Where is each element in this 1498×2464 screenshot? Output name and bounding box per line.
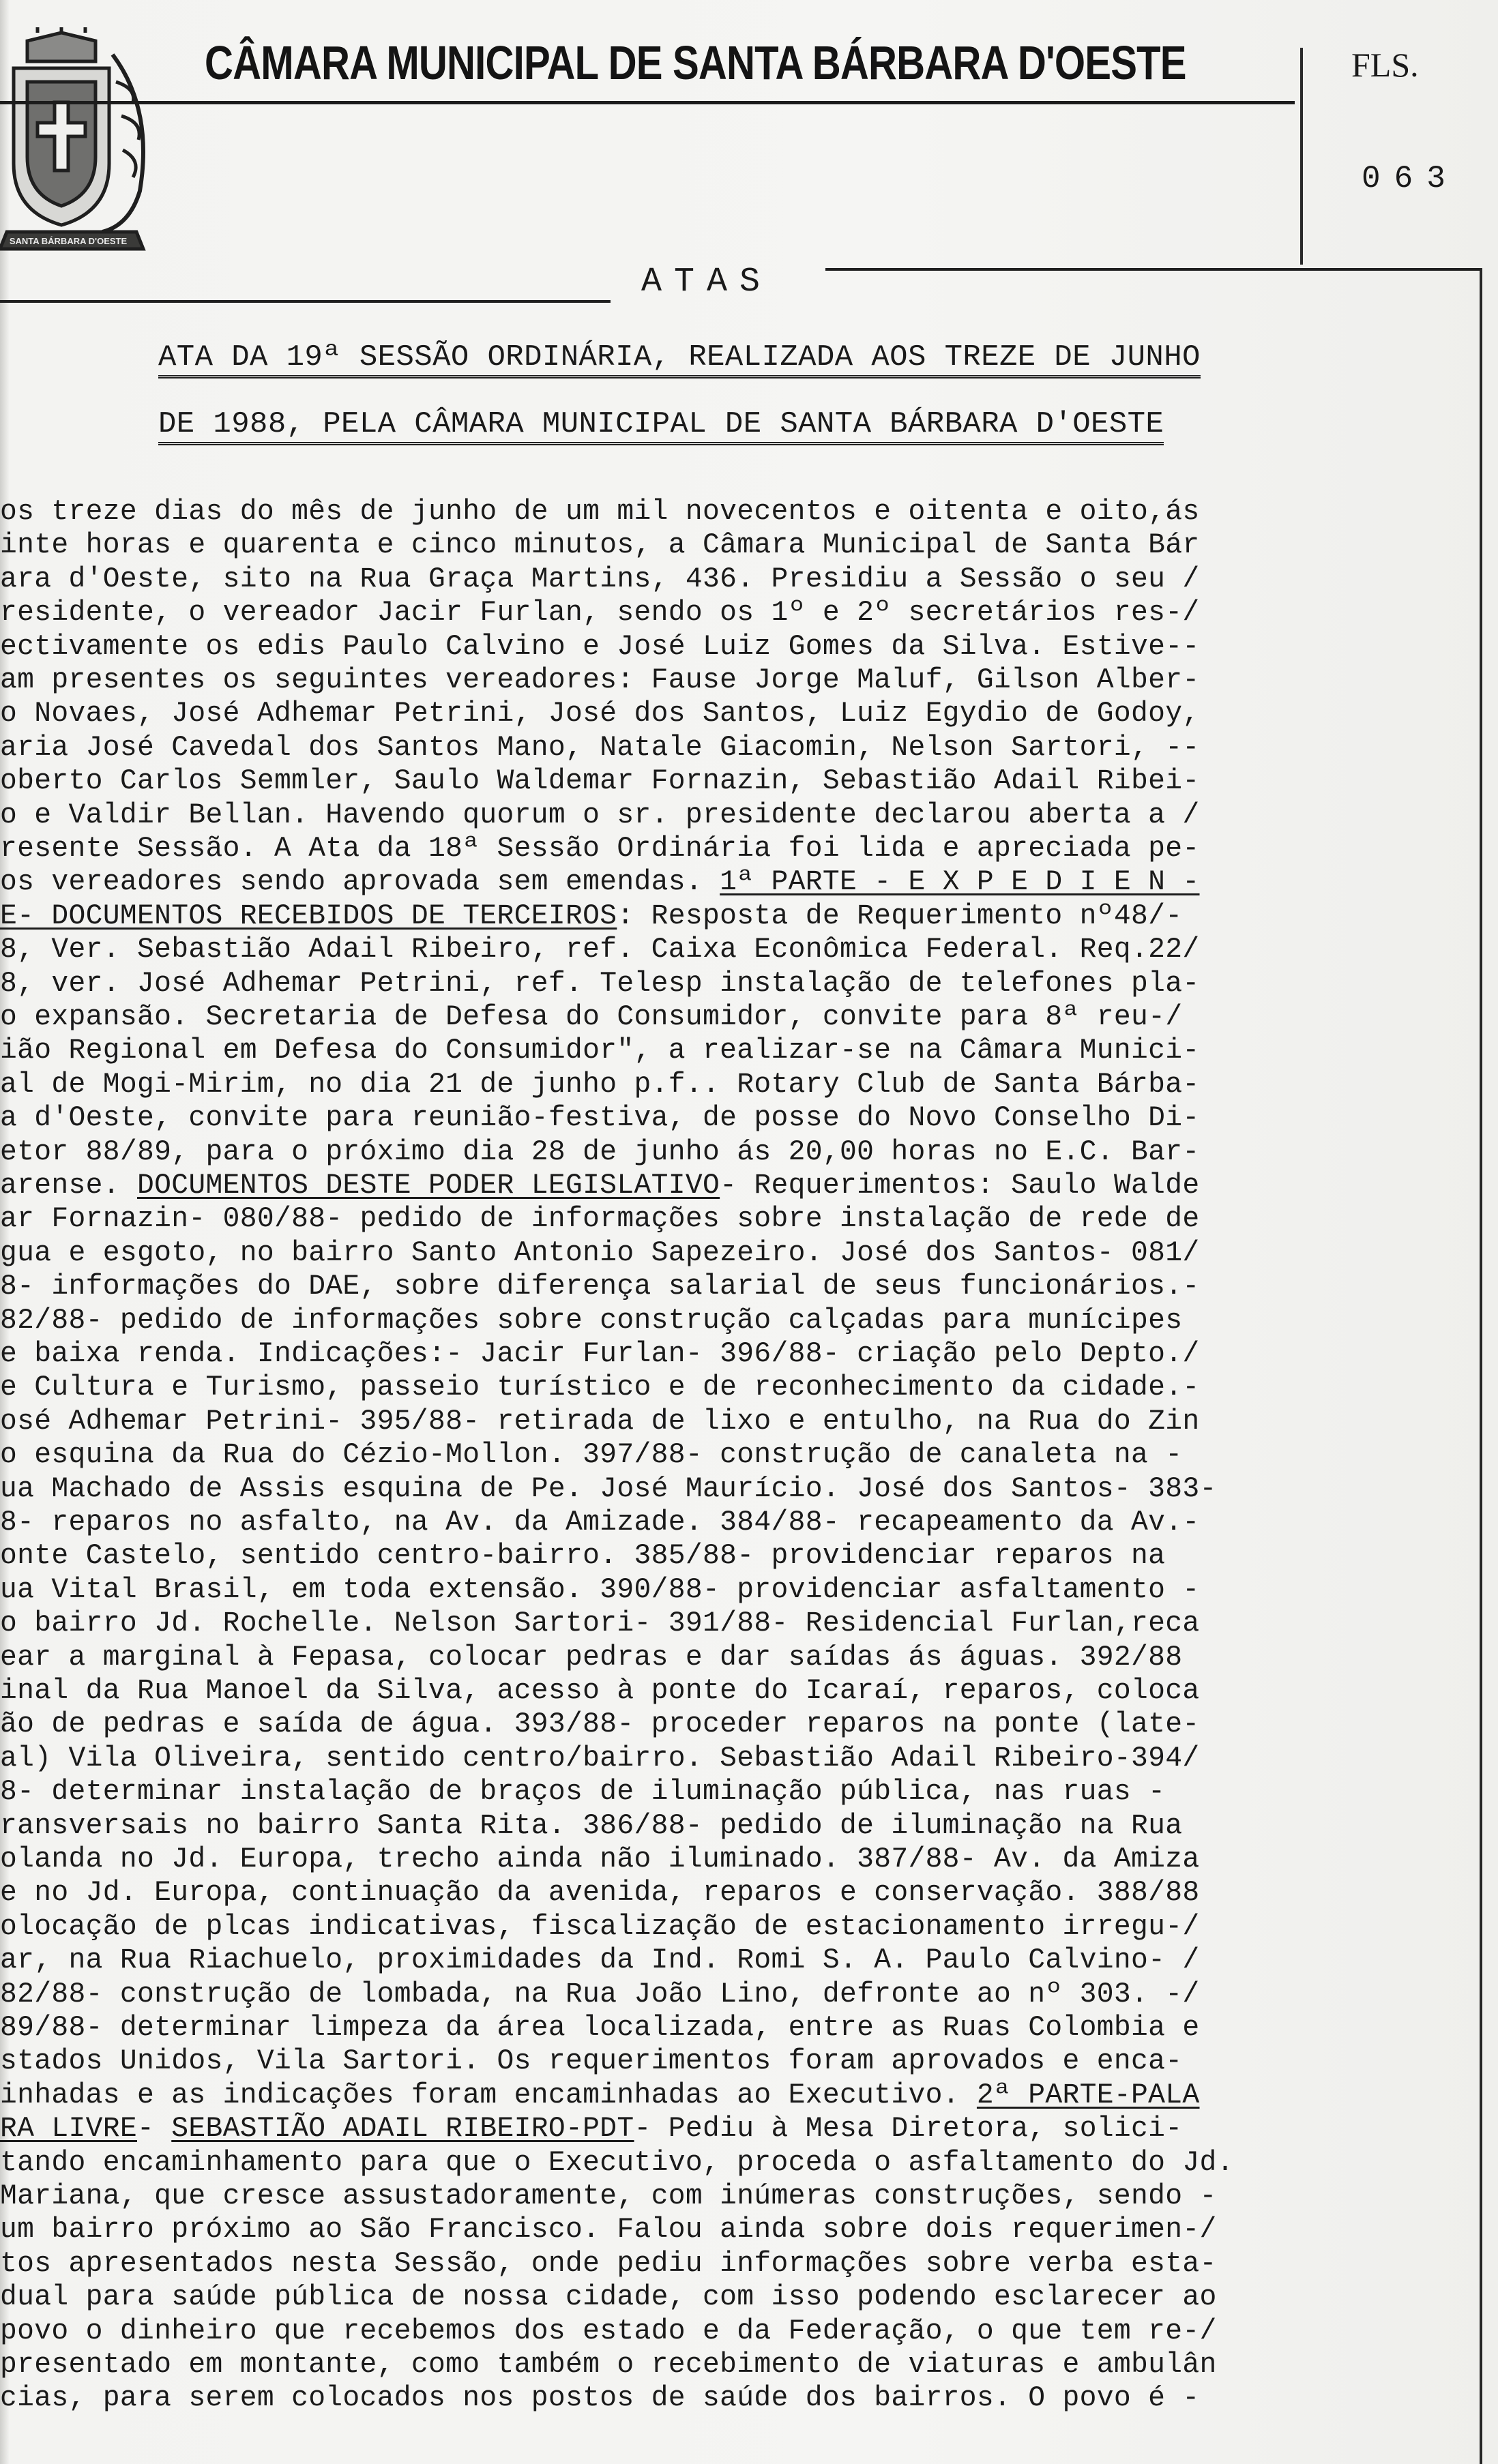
line-text: ransversais no bairro Santa Rita. 386/88- pedido de iluminação na Rua <box>0 1809 1183 1842</box>
line-text: o expansão. Secretaria de Defesa do Consumidor, convite para 8ª reu-/ <box>0 1000 1183 1033</box>
line-text: ão de pedras e saída de água. 393/88- proceder reparos na ponte (late- <box>0 1708 1200 1741</box>
line-text: al) Vila Oliveira, sentido centro/bairro. Sebastião Adail Ribeiro-394/ <box>0 1741 1200 1775</box>
line-text: 8- informações do DAE, sobre diferença salarial de seus funcionários.- <box>0 1270 1200 1303</box>
section-box-right <box>1480 268 1482 2464</box>
minutes-line <box>0 1101 1200 1135</box>
line-text: ear a marginal à Fepasa, colocar pedras e dar saídas ás águas. 392/88 <box>0 1640 1183 1674</box>
line-text: - <box>136 2112 172 2146</box>
line-text: : Resposta de Requerimento nº48/- <box>617 899 1183 932</box>
line-text: povo o dinheiro que recebemos dos estado e da Federação, o que tem re-/ <box>0 2314 1217 2347</box>
minutes-line <box>0 1033 1200 1067</box>
minutes-line <box>0 2212 1217 2246</box>
minutes-line <box>0 1707 1200 1741</box>
minutes-line <box>0 595 1200 629</box>
fls-number: 063 <box>1362 161 1459 196</box>
minutes-line <box>0 1168 1200 1202</box>
minutes-line <box>0 1404 1200 1438</box>
line-text: etor 88/89, para o próximo dia 28 de junho ás 20,00 horas no E.C. Bar- <box>0 1135 1200 1168</box>
line-text: um bairro próximo ao São Francisco. Falou ainda sobre dois requerimen-/ <box>0 2213 1217 2246</box>
line-text: inhadas e as indicações foram encaminhadas ao Executivo. <box>0 2078 977 2111</box>
minutes-line <box>0 663 1200 697</box>
line-text: aria José Cavedal dos Santos Mano, Natale Giacomin, Nelson Sartori, -- <box>0 730 1200 764</box>
minutes-line <box>0 2078 1200 2112</box>
minutes-line <box>0 562 1200 596</box>
line-text: 8, Ver. Sebastião Adail Ribeiro, ref. Caixa Econômica Federal. Req.22/ <box>0 933 1200 966</box>
line-text: os treze dias do mês de junho de um mil novecentos e oitenta e oito,ás <box>0 495 1200 528</box>
minutes-line <box>0 1640 1182 1674</box>
minutes-line <box>0 1875 1200 1910</box>
underlined-heading: SEBASTIÃO ADAIL RIBEIRO-PDT <box>171 2112 634 2146</box>
underlined-heading: 1ª PARTE - E X P E D I E N - <box>720 865 1200 899</box>
line-text: ara d'Oeste, sito na Rua Graça Martins, 436. Presidiu a Sessão o seu / <box>0 562 1200 595</box>
line-text: osé Adhemar Petrini- 395/88- retirada de lixo e entulho, na Rua do Zin <box>0 1404 1200 1438</box>
line-text: ectivamente os edis Paulo Calvino e José Luiz Gomes da Silva. Estive-- <box>0 629 1200 663</box>
line-text: ar, na Rua Riachuelo, proximidades da Ind. Romi S. A. Paulo Calvino- / <box>0 1944 1200 1977</box>
minutes-line <box>0 1674 1200 1708</box>
underlined-heading: DOCUMENTOS DESTE PODER LEGISLATIVO <box>136 1169 720 1202</box>
minutes-line <box>0 696 1200 730</box>
line-text: 82/88- construção de lombada, na Rua João Lino, defronte ao nº 303. -/ <box>0 1977 1200 2010</box>
line-text: olocação de plcas indicativas, fiscalização de estacionamento irregu-/ <box>0 1910 1200 1943</box>
minutes-line <box>0 1303 1182 1337</box>
underlined-heading: E- DOCUMENTOS RECEBIDOS DE TERCEIROS <box>0 899 617 932</box>
minutes-line <box>0 1370 1200 1404</box>
line-text: tos apresentados nesta Sessão, onde pediu informações sobre verba esta- <box>0 2246 1217 2280</box>
line-text: 8- determinar instalação de braços de iluminação pública, nas ruas - <box>0 1775 1166 1809</box>
minutes-line <box>0 528 1200 562</box>
minutes-line <box>0 1337 1200 1371</box>
minutes-line <box>0 2044 1182 2078</box>
section-label: ATAS <box>641 263 773 301</box>
minutes-line <box>0 764 1200 798</box>
minutes-line <box>0 2347 1217 2381</box>
minutes-line <box>0 2111 1182 2146</box>
line-text: o Novaes, José Adhemar Petrini, José dos Santos, Luiz Egydio de Godoy, <box>0 697 1200 730</box>
line-text: 89/88- determinar limpeza da área localizada, entre as Ruas Colombia e <box>0 2011 1200 2044</box>
line-text: 8- reparos no asfalto, na Av. da Amizade. 384/88- recapeamento da Av.- <box>0 1506 1200 1539</box>
minutes-line <box>0 1741 1200 1775</box>
minutes-line <box>0 1438 1182 1472</box>
line-text: - Pediu à Mesa Diretora, solici- <box>634 2112 1183 2146</box>
minutes-line <box>0 1269 1200 1303</box>
line-text: 82/88- pedido de informações sobre construção calçadas para munícipes <box>0 1303 1183 1337</box>
minutes-line <box>0 1606 1200 1640</box>
line-text: olanda no Jd. Europa, trecho ainda não iluminado. 387/88- Av. da Amiza <box>0 1843 1200 1875</box>
line-text: o bairro Jd. Rochelle. Nelson Sartori- 391/88- Residencial Furlan,reca <box>0 1607 1200 1640</box>
minutes-line <box>0 1943 1200 1977</box>
minutes-line <box>0 966 1200 1000</box>
minutes-line <box>0 1573 1200 1607</box>
underlined-heading: RA LIVRE <box>0 2112 137 2146</box>
line-text: e no Jd. Europa, continuação da avenida, reparos e conservação. 388/88 <box>0 1876 1200 1910</box>
minutes-line <box>0 1000 1182 1034</box>
minutes-line <box>0 899 1182 933</box>
minutes-line <box>0 831 1200 865</box>
minutes-line <box>0 1775 1165 1809</box>
section-rule-left <box>0 300 611 303</box>
minutes-line <box>0 1236 1200 1270</box>
minutes-line <box>0 1135 1200 1169</box>
line-text: o e Valdir Bellan. Havendo quorum o sr. presidente declarou aberta a / <box>0 798 1200 831</box>
line-text: os vereadores sendo aprovada sem emendas. <box>0 865 720 899</box>
minutes-line <box>0 1505 1200 1539</box>
line-text: stados Unidos, Vila Sartori. Os requerimentos foram aprovados e enca- <box>0 2045 1183 2078</box>
line-text: onte Castelo, sentido centro-bairro. 385/88- providenciar reparos na <box>0 1539 1166 1573</box>
minutes-line <box>0 1472 1217 1506</box>
minutes-line <box>0 2246 1217 2281</box>
line-text: ua Machado de Assis esquina de Pe. José Maurício. José dos Santos- 383- <box>0 1472 1217 1505</box>
minutes-line <box>0 2010 1200 2045</box>
minutes-line <box>0 629 1200 664</box>
minutes-line <box>0 1977 1200 2011</box>
minutes-line <box>0 932 1200 966</box>
header-rule <box>0 101 1295 104</box>
line-text: 8, ver. José Adhemar Petrini, ref. Telesp instalação de telefones pla- <box>0 966 1200 1000</box>
line-text: e Cultura e Turismo, passeio turístico e de reconhecimento da cidade.- <box>0 1371 1200 1404</box>
line-text: o esquina da Rua do Cézio-Mollon. 397/88- construção de canaleta na - <box>0 1438 1183 1472</box>
line-text: a d'Oeste, convite para reunião-festiva, de posse do Novo Conselho Di- <box>0 1101 1200 1135</box>
municipal-crest-icon <box>0 27 160 259</box>
line-text: Mariana, que cresce assustadoramente, com inúmeras construções, sendo - <box>0 2180 1217 2212</box>
minutes-line <box>0 2146 1234 2180</box>
line-text: ar Fornazin- 080/88- pedido de informações sobre instalação de rede de <box>0 1202 1200 1236</box>
minutes-line <box>0 2314 1217 2348</box>
fls-label: FLS. <box>1351 46 1419 84</box>
line-text: ião Regional em Defesa do Consumidor", a realizar-se na Câmara Munici- <box>0 1034 1200 1067</box>
minutes-line <box>0 1539 1165 1573</box>
line-text: arense. <box>0 1169 137 1202</box>
line-text: al de Mogi-Mirim, no dia 21 de junho p.f.. Rotary Club de Santa Bárba- <box>0 1067 1200 1101</box>
minutes-line <box>0 1842 1200 1876</box>
line-text: presentado em montante, como também o recebimento de viaturas e ambulân <box>0 2348 1217 2381</box>
line-text: am presentes os seguintes vereadores: Fause Jorge Maluf, Gilson Alber- <box>0 664 1200 696</box>
line-text: resente Sessão. A Ata da 18ª Sessão Ordinária foi lida e apreciada pe- <box>0 832 1200 865</box>
document-title-line-1: ATA DA 19ª SESSÃO ORDINÁRIA, REALIZADA AOS TREZE DE JUNHO <box>158 341 1201 378</box>
line-text: ua Vital Brasil, em toda extensão. 390/88- providenciar asfaltamento - <box>0 1573 1200 1606</box>
minutes-line <box>0 1910 1200 1944</box>
line-text: dual para saúde pública de nossa cidade, com isso podendo esclarecer ao <box>0 2281 1217 2314</box>
minutes-line <box>0 1202 1200 1236</box>
header-title: CÂMARA MUNICIPAL DE SANTA BÁRBARA D'OESTE <box>205 36 1186 89</box>
seal-text: SANTA BÁRBARA D'OESTE <box>9 236 128 246</box>
minutes-line <box>0 494 1200 529</box>
minutes-line <box>0 865 1200 899</box>
minutes-line <box>0 1067 1200 1101</box>
line-text: cias, para serem colocados nos postos de saúde dos bairros. O povo é - <box>0 2381 1200 2415</box>
minutes-line <box>0 2280 1217 2314</box>
document-title-line-2: DE 1988, PELA CÂMARA MUNICIPAL DE SANTA BÁRBARA D'OESTE <box>158 408 1164 445</box>
line-text: e baixa renda. Indicações:- Jacir Furlan- 396/88- criação pelo Depto./ <box>0 1337 1200 1370</box>
line-text: oberto Carlos Semmler, Saulo Waldemar Fornazin, Sebastião Adail Ribei- <box>0 765 1200 798</box>
line-text: tando encaminhamento para que o Executivo, proceda o asfaltamento do Jd. <box>0 2146 1234 2179</box>
line-text: - Requerimentos: Saulo Walde <box>720 1169 1200 1202</box>
section-rule-right <box>825 268 1482 271</box>
fls-divider <box>1300 48 1303 265</box>
minutes-line <box>0 730 1200 765</box>
minutes-line <box>0 2179 1217 2213</box>
line-text: inal da Rua Manoel da Silva, acesso à ponte do Icaraí, reparos, coloca <box>0 1674 1200 1707</box>
minutes-line <box>0 798 1200 832</box>
minutes-line <box>0 2381 1200 2415</box>
line-text: inte horas e quarenta e cinco minutos, a Câmara Municipal de Santa Bár <box>0 529 1200 562</box>
underlined-heading: 2ª PARTE-PALA <box>976 2078 1200 2111</box>
line-text: residente, o vereador Jacir Furlan, sendo os 1º e 2º secretários res-/ <box>0 596 1200 629</box>
minutes-line <box>0 1809 1182 1843</box>
line-text: gua e esgoto, no bairro Santo Antonio Sapezeiro. José dos Santos- 081/ <box>0 1236 1200 1269</box>
